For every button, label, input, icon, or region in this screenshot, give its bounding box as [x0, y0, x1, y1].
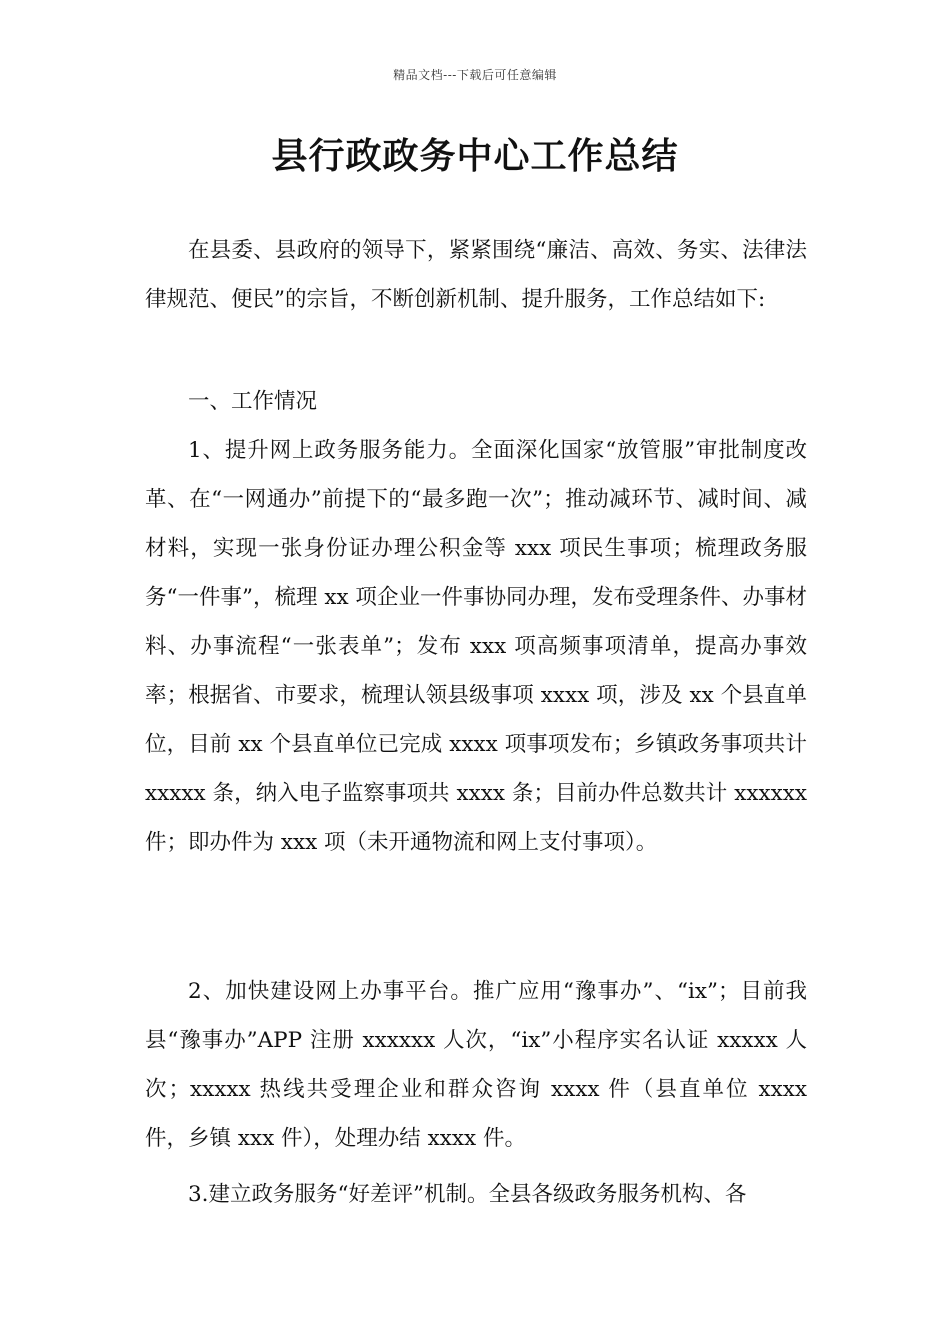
paragraph-item-1: 1、提升网上政务服务能力。全面深化国家“放管服”审批制度改革、在“一网通办”前提下的“最多跑一次”；推动减环节、减时间、减材料，实现一张身份证办理公积金等 xxx 项民生事项；梳理政务服务“一件事”，梳理 xx 项企业一件事协同办理，发布受理条件、办事材料、办事流程“一张表单”；发布 xxx 项高频事项清单，提高办事效率；根据省、市要求，梳理认领县级事项 xxxx 项，涉及 xx 个县直单位，目前 xx 个县直单位已完成 xxxx 项事项发布；乡镇政务事项共计 xxxxx 条，纳入电子监察事项共 xxxx 条；目前办件总数共计 xxxxxx 件；即办件为 xxx 项（未开通物流和网上支付事项）。: [145, 438, 807, 855]
section-heading-work-status: 一、工作情况: [188, 389, 318, 414]
paragraph-intro: 在县委、县政府的领导下，紧紧围绕“廉洁、高效、务实、法律法律规范、便民”的宗旨，不断创新机制、提升服务，工作总结如下:: [145, 238, 807, 312]
paragraph-item-2: 2、加快建设网上办事平台。推广应用“豫事办”、“ix”；目前我县“豫事办”APP 注册 xxxxxx 人次，“ix”小程序实名认证 xxxxx 人次；xxxxx 热线共受理企业和群众咨询 xxxx 件（县直单位 xxxx 件，乡镇 xxx 件），处理办结 xxxx 件。: [145, 979, 807, 1151]
paragraph-item-3: 3.建立政务服务“好差评”机制。全县各级政务服务机构、各: [188, 1182, 747, 1207]
document-title: 县行政政务中心工作总结: [271, 136, 679, 177]
header-watermark: 精品文档---下载后可任意编辑: [393, 68, 557, 82]
